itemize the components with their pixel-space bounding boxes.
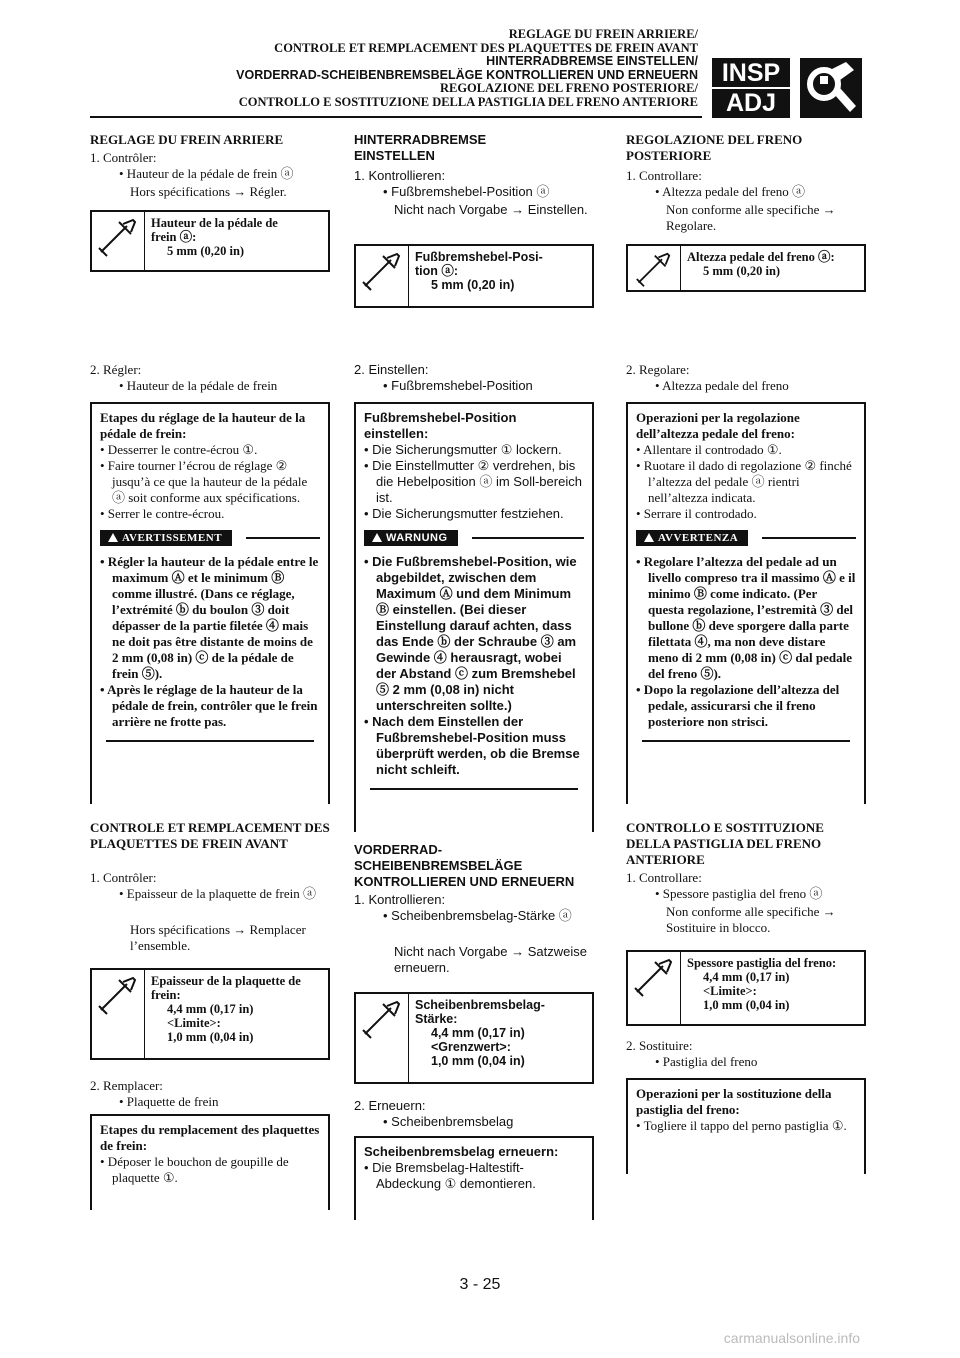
step: 1. Contrôler:	[90, 870, 157, 885]
warning-item: • Regolare l’altezza del pedale ad un livello compreso tra il massimo Ⓐ e il minimo Ⓑ come indicato. (Per questa regolazione, l’estremità ③ del bullone ⓑ deve sporgere dalla parte filettata ④, ma non deve distare meno di 2 mm (0,08 in) ⓒ dal pedale del freno ⑤).	[636, 554, 856, 681]
spec-box	[90, 968, 330, 1060]
spec-line: Altezza pedale del freno ⓐ:	[687, 250, 835, 264]
procedure-box	[90, 1114, 330, 1210]
spec-value: 5 mm (0,20 in)	[431, 278, 515, 292]
step: 1. Kontrollieren:	[354, 168, 446, 183]
step: 2. Remplacer:	[90, 1078, 163, 1093]
step: 1. Controllare:	[626, 168, 702, 183]
spec-line: Epaisseur de la plaquette de	[151, 974, 301, 988]
spec-tool-icon	[92, 212, 145, 270]
spec-value: 4,4 mm (0,17 in)	[703, 970, 790, 984]
spec-tool-icon	[628, 952, 681, 1024]
warning-header	[636, 530, 856, 546]
spec-box	[626, 950, 866, 1026]
section-title: REGOLAZIONE DEL FRENO POSTERIORE	[626, 132, 803, 163]
step: 1. Kontrollieren:	[354, 892, 446, 907]
spec-box	[626, 244, 866, 292]
spec-value: 4,4 mm (0,17 in)	[167, 1002, 254, 1016]
procedure-box	[90, 402, 330, 804]
warning-item: • Après le réglage de la hauteur de la pédale de frein, contrôler que le frein arrière ne frotte pas.	[100, 682, 318, 729]
header-line: HINTERRADBREMSE EINSTELLEN/	[486, 54, 698, 68]
spec-tool-icon	[356, 994, 409, 1082]
spec-box	[354, 244, 594, 308]
action: Hors spécifications → Régler.	[130, 184, 287, 199]
step: 1. Controllare:	[626, 870, 702, 885]
procedure-title: Etapes du réglage de la hauteur de la pédale de frein:	[100, 410, 306, 441]
header-line: VORDERRAD-SCHEIBENBREMSBELÄGE KONTROLLIEREN UND ERNEUERN	[236, 67, 698, 82]
action: Non conforme alle specifiche → Regolare.	[666, 202, 836, 233]
bullet: • Hauteur de la pédale de frein	[119, 378, 278, 393]
warning-end-rule	[642, 740, 850, 742]
bullet: • Epaisseur de la plaquette de frein ⓐ	[119, 886, 316, 901]
procedure-title: Etapes du remplacement des plaquettes de frein:	[100, 1122, 320, 1153]
procedure-item: • Togliere il tappo del perno pastiglia ①.	[636, 1118, 847, 1133]
spec-tool-icon	[92, 970, 145, 1058]
warning-end-rule	[370, 788, 578, 790]
bullet: • Spessore pastiglia del freno ⓐ	[655, 886, 823, 901]
spec-line: Spessore pastiglia del freno:	[687, 956, 837, 970]
header-rule	[90, 116, 702, 118]
watermark: carmanualsonline.info	[723, 1330, 860, 1346]
procedure-item: • Faire tourner l’écrou de réglage ② jusqu’à ce que la hauteur de la pédale ⓐ soit conforme aux spécifications.	[100, 458, 308, 505]
section-title: REGLAGE DU FREIN ARRIERE	[90, 132, 284, 147]
action: Non conforme alle specifiche → Sostituire in blocco.	[666, 904, 836, 935]
procedure-box	[626, 402, 866, 804]
step: 2. Régler:	[90, 362, 142, 377]
warning-label: AVERTISSEMENT	[122, 532, 223, 544]
bullet: • Pastiglia del freno	[655, 1054, 758, 1069]
section-title: HINTERRADBREMSE EINSTELLEN	[354, 132, 487, 163]
header-line: CONTROLE ET REMPLACEMENT DES PLAQUETTES DE FREIN AVANT	[274, 40, 698, 55]
step: 1. Contrôler:	[90, 150, 157, 165]
spec-value: 4,4 mm (0,17 in)	[431, 1026, 525, 1040]
spec-box	[90, 210, 330, 272]
procedure-box	[354, 402, 594, 832]
bullet: • Scheibenbremsbelag	[383, 1114, 514, 1129]
spec-limit-label: <Limite>:	[703, 984, 757, 998]
procedure-item: • Serrare il controdado.	[636, 506, 757, 521]
spec-limit-label: <Limite>:	[167, 1016, 221, 1030]
action: Hors spécifications → Remplacer l’ensemble.	[130, 922, 306, 953]
warning-icon	[644, 533, 654, 542]
warning-header	[364, 530, 584, 546]
procedure-box	[626, 1078, 866, 1174]
procedure-title: Fußbremshebel-Position einstellen:	[364, 410, 517, 441]
warning-item: • Régler la hauteur de la pédale entre le maximum Ⓐ et le minimum Ⓑ comme illustré. (Dans ce réglage, l’extrémité ⓑ du boulon ③ doit dépasser de la partie filetée ④ mais ne doit pas être distante de moins de 2 mm (0,08 in) ⓒ de la pédale de frein ⑤).	[100, 554, 319, 681]
warning-end-rule	[106, 740, 314, 742]
bullet: • Plaquette de frein	[119, 1094, 219, 1109]
spec-limit-value: 1,0 mm (0,04 in)	[431, 1054, 525, 1068]
spec-line: frein:	[151, 988, 181, 1002]
header-line: REGOLAZIONE DEL FRENO POSTERIORE/	[439, 81, 698, 95]
procedure-item: • Déposer le bouchon de goupille de plaquette ①.	[100, 1154, 289, 1185]
procedure-box	[354, 1136, 594, 1220]
badge-top: INSP	[712, 58, 790, 89]
warning-item: • Nach dem Einstellen der Fußbremshebel-Position muss überprüft werden, ob die Bremse nicht schleift.	[364, 714, 580, 777]
spec-line: frein ⓐ:	[151, 230, 197, 244]
bullet: • Altezza pedale del freno ⓐ	[655, 184, 806, 199]
spec-tool-icon	[356, 246, 409, 306]
page-number: 3 - 25	[459, 1276, 501, 1293]
procedure-title: Operazioni per la sostituzione della pastiglia del freno:	[636, 1086, 832, 1117]
bullet: • Fußbremshebel-Position	[383, 378, 533, 393]
spec-limit-value: 1,0 mm (0,04 in)	[167, 1030, 254, 1044]
spec-line: Stärke:	[415, 1012, 458, 1026]
badge-bottom: ADJ	[725, 89, 776, 117]
procedure-item: • Die Sicherungsmutter ① lockern.	[364, 442, 562, 457]
warning-icon	[108, 533, 118, 542]
procedure-item: • Die Bremsbelag-Haltestift-Abdeckung ① demontieren.	[364, 1160, 536, 1191]
header-line: CONTROLLO E SOSTITUZIONE DELLA PASTIGLIA DEL FRENO ANTERIORE	[238, 94, 698, 109]
bullet: • Scheibenbremsbelag-Stärke ⓐ	[383, 908, 572, 923]
spec-tool-icon	[628, 246, 681, 290]
spec-box	[354, 992, 594, 1084]
procedure-title: Operazioni per la regolazione dell’altezza pedale del freno:	[636, 410, 800, 441]
spec-line: Hauteur de la pédale de	[151, 216, 278, 230]
warning-item: • Die Fußbremshebel-Position, wie abgebildet, zwischen dem Maximum Ⓐ und dem Minimum Ⓑ einstellen. (Bei dieser Einstellung darauf achten, dass das Ende ⓑ der Schraube ③ am Gewinde ④ herausragt, wobei der Abstand ⓒ zum Bremshebel ⑤ 2 mm (0,08 in) nicht unterschreiten sollte.)	[364, 554, 577, 713]
step: 2. Einstellen:	[354, 362, 429, 377]
step: 2. Regolare:	[626, 362, 690, 377]
bullet: • Altezza pedale del freno	[655, 378, 789, 393]
procedure-item: • Serrer le contre-écrou.	[100, 506, 225, 521]
spec-limit-label: <Grenzwert>:	[431, 1040, 511, 1054]
warning-header	[100, 530, 320, 546]
procedure-item: • Allentare il controdado ①.	[636, 442, 782, 457]
spec-value: 5 mm (0,20 in)	[703, 264, 781, 278]
section-header	[236, 28, 698, 109]
warning-label: WARNUNG	[386, 532, 448, 544]
section-title: VORDERRAD-SCHEIBENBREMSBELÄGE KONTROLLIEREN UND ERNEUERN	[354, 842, 575, 889]
wrench-icon	[800, 58, 862, 118]
action: Nicht nach Vorgabe → Satzweise erneuern.	[394, 944, 587, 975]
warning-label: AVVERTENZA	[658, 532, 739, 544]
bullet: • Fußbremshebel-Position ⓐ	[383, 184, 550, 199]
warning-item: • Dopo la regolazione dell’altezza del pedale, assicurarsi che il freno posteriore non strisci.	[636, 682, 840, 729]
step: 2. Erneuern:	[354, 1098, 426, 1113]
procedure-item: • Die Sicherungsmutter festziehen.	[364, 506, 564, 521]
section-title: CONTROLLO E SOSTITUZIONE DELLA PASTIGLIA DEL FRENO ANTERIORE	[626, 820, 824, 867]
warning-icon	[372, 533, 382, 542]
spec-limit-value: 1,0 mm (0,04 in)	[703, 998, 790, 1012]
procedure-item: • Desserrer le contre-écrou ①.	[100, 442, 258, 457]
spec-line: Scheibenbremsbelag-	[415, 998, 545, 1012]
spec-line: Fußbremshebel-Posi-	[415, 250, 543, 264]
procedure-item: • Die Einstellmutter ② verdrehen, bis die Hebelposition ⓐ im Soll-bereich ist.	[364, 458, 582, 505]
procedure-title: Scheibenbremsbelag erneuern:	[364, 1144, 559, 1159]
procedure-item: • Ruotare il dado di regolazione ② finché l’altezza del pedale ⓐ rientri nell’altezza indicata.	[636, 458, 852, 505]
insp-adj-badge	[712, 58, 790, 118]
step: 2. Sostituire:	[626, 1038, 693, 1053]
header-line: REGLAGE DU FREIN ARRIERE/	[508, 27, 698, 41]
action: Nicht nach Vorgabe → Einstellen.	[394, 202, 588, 217]
spec-value: 5 mm (0,20 in)	[167, 244, 245, 258]
spec-line: tion ⓐ:	[415, 264, 459, 278]
section-title: CONTROLE ET REMPLACEMENT DES PLAQUETTES DE FREIN AVANT	[90, 820, 330, 851]
bullet: • Hauteur de la pédale de frein ⓐ	[119, 166, 294, 181]
